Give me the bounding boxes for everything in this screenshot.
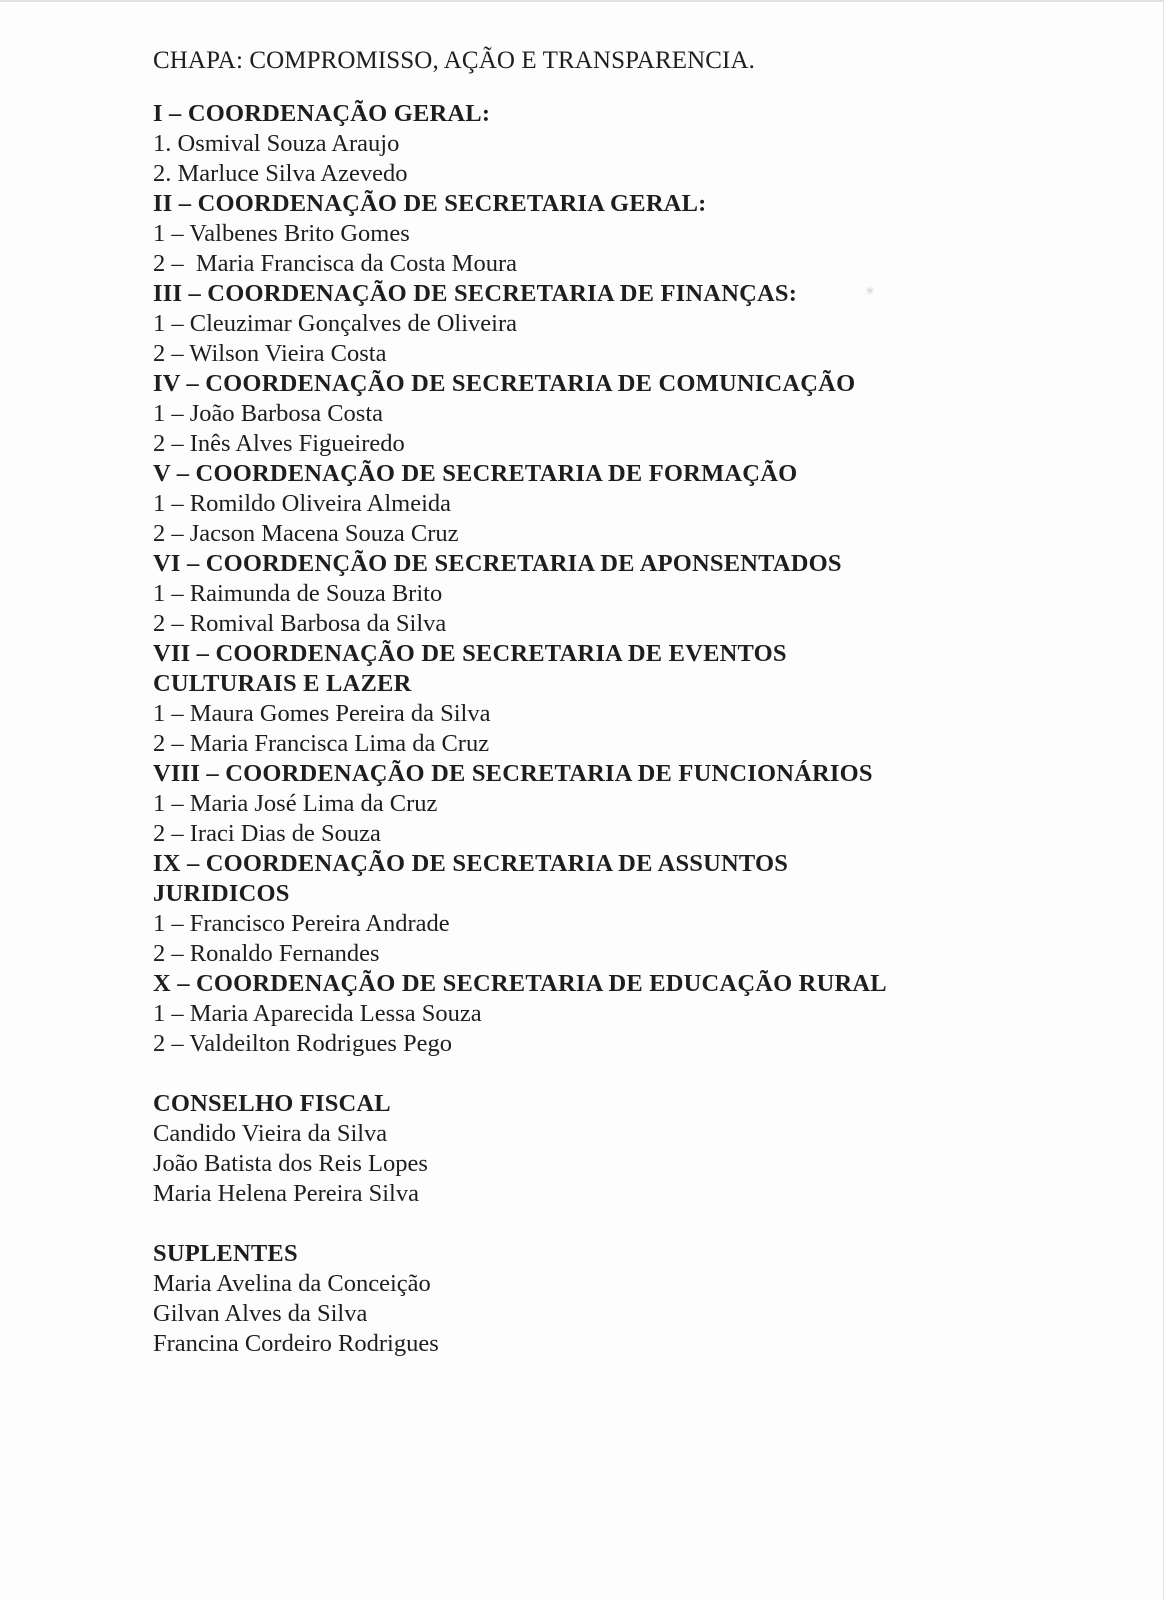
section-title: V – COORDENAÇÃO DE SECRETARIA DE FORMAÇÃO bbox=[153, 460, 798, 487]
section-title: CONSELHO FISCAL bbox=[153, 1090, 391, 1117]
member-entry: Francina Cordeiro Rodrigues bbox=[153, 1330, 439, 1357]
section-eventos-culturais bbox=[153, 639, 1113, 759]
member-entry: 2 – Maria Francisca Lima da Cruz bbox=[153, 730, 490, 757]
member-entry: 1 – Cleuzimar Gonçalves de Oliveira bbox=[153, 310, 517, 337]
section-conselho-fiscal bbox=[153, 1089, 1113, 1209]
section-title: VIII – COORDENAÇÃO DE SECRETARIA DE FUNCIONÁRIOS bbox=[153, 760, 873, 787]
section-comunicacao bbox=[153, 369, 1113, 459]
section-assuntos-juridicos bbox=[153, 849, 1113, 969]
member-entry: 1 – Valbenes Brito Gomes bbox=[153, 220, 410, 247]
member-entry: Maria Avelina da Conceição bbox=[153, 1270, 431, 1297]
member-entry: Gilvan Alves da Silva bbox=[153, 1300, 368, 1327]
section-title: II – COORDENAÇÃO DE SECRETARIA GERAL: bbox=[153, 190, 707, 217]
member-entry: 2 – Ronaldo Fernandes bbox=[153, 940, 380, 967]
section-title-continued: JURIDICOS bbox=[153, 880, 290, 907]
member-entry: 2 – Inês Alves Figueiredo bbox=[153, 430, 405, 457]
section-title: VI – COORDENÇÃO DE SECRETARIA DE APONSENTADOS bbox=[153, 550, 842, 577]
member-entry: 1 – Maura Gomes Pereira da Silva bbox=[153, 700, 491, 727]
section-title: III – COORDENAÇÃO DE SECRETARIA DE FINANÇAS: bbox=[153, 280, 798, 307]
section-funcionarios bbox=[153, 759, 1113, 849]
section-suplentes bbox=[153, 1239, 1113, 1359]
section-title-continued: CULTURAIS E LAZER bbox=[153, 670, 412, 697]
scan-speck-icon: ✳ bbox=[865, 284, 876, 298]
member-entry: 2 – Valdeilton Rodrigues Pego bbox=[153, 1030, 452, 1057]
section-secretaria-geral bbox=[153, 189, 1113, 279]
member-entry: João Batista dos Reis Lopes bbox=[153, 1150, 428, 1177]
section-title: VII – COORDENAÇÃO DE SECRETARIA DE EVENTOS bbox=[153, 640, 787, 667]
section-formacao bbox=[153, 459, 1113, 549]
section-title: SUPLENTES bbox=[153, 1240, 298, 1267]
section-title: IX – COORDENAÇÃO DE SECRETARIA DE ASSUNTOS bbox=[153, 850, 789, 877]
spacer bbox=[153, 1209, 1113, 1239]
member-entry: 2 – Maria Francisca da Costa Moura bbox=[153, 250, 517, 277]
member-entry: 2 – Iraci Dias de Souza bbox=[153, 820, 381, 847]
member-entry: 1. Osmival Souza Araujo bbox=[153, 130, 400, 157]
section-coordenacao-geral bbox=[153, 99, 1113, 189]
member-entry: Candido Vieira da Silva bbox=[153, 1120, 388, 1147]
member-entry: Maria Helena Pereira Silva bbox=[153, 1180, 419, 1207]
member-entry: 1 – Francisco Pereira Andrade bbox=[153, 910, 450, 937]
member-entry: 1 – Romildo Oliveira Almeida bbox=[153, 490, 452, 517]
member-entry: 2 – Wilson Vieira Costa bbox=[153, 340, 387, 367]
section-title: I – COORDENAÇÃO GERAL: bbox=[153, 100, 491, 127]
spacer bbox=[153, 1059, 1113, 1089]
member-entry: 2 – Jacson Macena Souza Cruz bbox=[153, 520, 459, 547]
document-body bbox=[153, 46, 1113, 1359]
section-aposentados bbox=[153, 549, 1113, 639]
member-entry: 1 – João Barbosa Costa bbox=[153, 400, 383, 427]
member-entry: 2. Marluce Silva Azevedo bbox=[153, 160, 408, 187]
member-entry: 2 – Romival Barbosa da Silva bbox=[153, 610, 447, 637]
section-title: X – COORDENAÇÃO DE SECRETARIA DE EDUCAÇÃO RURAL bbox=[153, 970, 887, 997]
member-entry: 1 – Maria José Lima da Cruz bbox=[153, 790, 438, 817]
member-entry: 1 – Raimunda de Souza Brito bbox=[153, 580, 443, 607]
section-financas bbox=[153, 279, 1113, 369]
section-educacao-rural bbox=[153, 969, 1113, 1059]
section-title: IV – COORDENAÇÃO DE SECRETARIA DE COMUNICAÇÃO bbox=[153, 370, 856, 397]
slate-header: CHAPA: COMPROMISSO, AÇÃO E TRANSPARENCIA. bbox=[153, 47, 755, 74]
member-entry: 1 – Maria Aparecida Lessa Souza bbox=[153, 1000, 482, 1027]
